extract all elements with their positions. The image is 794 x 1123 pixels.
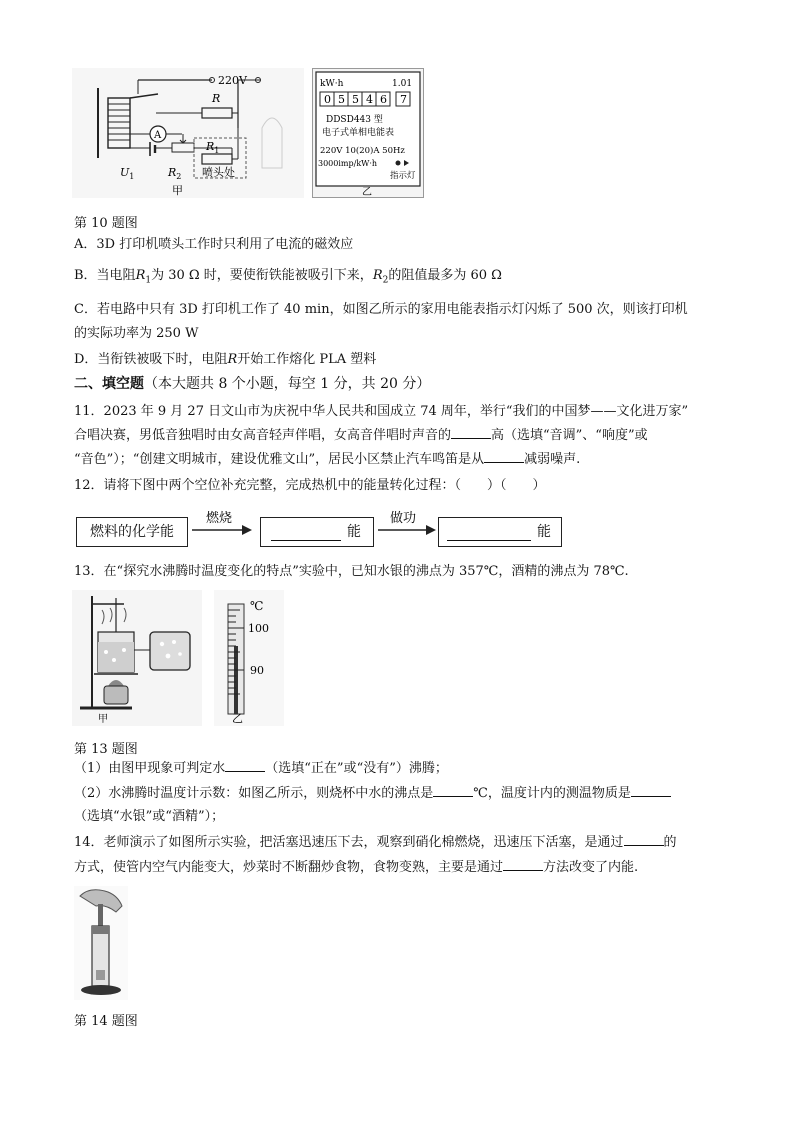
q13-blank-3[interactable] xyxy=(631,784,671,797)
q14-line1: 14．老师演示了如图所示实验，把活塞迅速压下去，观察到硝化棉燃烧，迅速压下活塞，是通过 的 xyxy=(74,835,677,850)
fig-R1-sub: 1 xyxy=(214,146,220,155)
fig-10b-label: 乙 xyxy=(362,187,372,198)
q14-line2: 方式，使管内空气内能变大，炒菜时不断翻炒食物，食物变熟，主要是通过 方法改变了内能. xyxy=(74,860,639,875)
q12-text: 12．请将下图中两个空位补充完整，完成热机中的能量转化过程：（ ）（ ） xyxy=(74,478,546,493)
meter-digit: 5 xyxy=(352,93,359,106)
fig-R2-label: R xyxy=(168,166,177,179)
figure-13a-boiling-apparatus xyxy=(72,590,202,726)
q10-option-a: A．3D 打印机喷头工作时只利用了电流的磁效应 xyxy=(74,237,354,252)
q12-box-3-blank[interactable] xyxy=(447,524,531,541)
q14-blank-2[interactable] xyxy=(503,858,543,871)
figure-14-air-compression-cylinder xyxy=(74,886,128,1000)
q13-blank-1[interactable] xyxy=(225,759,265,772)
fig-13b-label: 乙 xyxy=(232,712,243,725)
q10-option-d: D．当衔铁被吸下时，电阻R开始工作熔化 PLA 塑料 xyxy=(74,352,377,367)
fig-R2-sub: 2 xyxy=(176,172,182,181)
q12-arrow-burn-label: 燃烧 xyxy=(206,511,233,526)
q13-text: 13．在“探究水沸腾时温度变化的特点”实验中，已知水银的沸点为 357℃，酒精的沸点为 78℃. xyxy=(74,564,629,579)
fig-10a-label: 甲 xyxy=(172,184,183,197)
fig-13a-label: 甲 xyxy=(98,714,108,725)
q10-option-c-line2: 的实际功率为 250 W xyxy=(74,326,199,341)
fig-nozzle-label: 喷头处 xyxy=(202,166,235,179)
figure-10a-circuit xyxy=(72,68,304,198)
therm-unit: ℃ xyxy=(250,599,264,613)
q12-box-3: 能 xyxy=(438,517,562,547)
q11-blank-1[interactable] xyxy=(451,426,491,439)
q11-blank-2[interactable] xyxy=(484,450,524,463)
meter-decimal-digit: 7 xyxy=(400,93,407,106)
meter-digit: 5 xyxy=(338,93,345,106)
section2-note: （本大题共 8 个小题，每空 1 分，共 20 分） xyxy=(144,376,431,392)
meter-digit: 6 xyxy=(380,93,387,106)
meter-indicator-label: 指示灯 xyxy=(390,171,416,181)
meter-indicator-icon xyxy=(396,161,401,166)
q14-blank-1[interactable] xyxy=(624,833,664,846)
q12-arrow-burn xyxy=(190,506,260,546)
q12-arrow-work xyxy=(376,506,446,546)
therm-tick-100: 100 xyxy=(248,622,269,635)
q12-box-chemical: 燃料的化学能 xyxy=(76,517,188,547)
meter-unit: kW·h xyxy=(320,79,344,89)
meter-imp: 3000imp/kW·h xyxy=(318,159,378,168)
meter-spec: 220V 10(20)A 50Hz xyxy=(320,146,405,156)
meter-model: DDSD443 型 xyxy=(326,115,383,125)
meter-name: 电子式单相电能表 xyxy=(322,128,395,138)
therm-tick-90: 90 xyxy=(250,664,264,677)
fig-14-caption: 第 14 题图 xyxy=(74,1014,138,1029)
q10-option-b: B．当电阻$R_1$为 30 Ω 时，要使衔铁能被吸引下来，$R_2$的阻值最多为 60 Ω xyxy=(74,268,502,286)
q13-sub2-hint: （选填“水银”或“酒精”）； xyxy=(74,809,225,824)
fig-13-caption: 第 13 题图 xyxy=(74,742,138,757)
q13-sub2: （2）水沸腾时温度计示数：如图乙所示，则烧杯中水的沸点是 ℃，温度计内的测温物质是 xyxy=(74,784,671,804)
meter-digit: 4 xyxy=(366,93,373,106)
meter-version: 1.01 xyxy=(392,79,413,89)
fig-10-caption: 第 10 题图 xyxy=(74,216,138,231)
figure-13b-thermometer xyxy=(214,590,284,726)
q12-box-2-blank[interactable] xyxy=(271,524,341,541)
q11-line2: 合唱决赛，男低音独唱时由女高音轻声伴唱，女高音伴唱时声音的 高（选填“音调”、“响度”或 xyxy=(74,428,648,443)
fig-R-label: R xyxy=(212,92,221,105)
fig-ammeter-label: A xyxy=(154,130,162,141)
q11-line1: 11．2023 年 9 月 27 日文山市为庆祝中华人民共和国成立 74 周年，举行“我们的中国梦——文化进万家” xyxy=(74,404,689,419)
fig-U1-label: U xyxy=(120,166,130,179)
q13-sub1: （1）由图甲现象可判定水 （选填“正在”或“没有”）沸腾； xyxy=(74,761,448,776)
fig-R1-label: R xyxy=(206,140,215,153)
fig-voltage-label: 220V xyxy=(218,74,247,87)
q12-box-2: 能 xyxy=(260,517,374,547)
q11-line3: “音色”）；“创建文明城市，建设优雅文山”，居民小区禁止汽车鸣笛是从 减弱噪声. xyxy=(74,452,581,467)
q10-option-c-line1: C．若电路中只有 3D 打印机工作了 40 min，如图乙所示的家用电能表指示灯闪烁了 500 次，则该打印机 xyxy=(74,302,688,317)
q12-arrow-work-label: 做功 xyxy=(390,511,417,526)
section2-title: 二、填空题 xyxy=(74,376,144,392)
meter-digit: 0 xyxy=(324,93,331,106)
fig-U1-sub: 1 xyxy=(129,172,135,181)
q13-blank-2[interactable] xyxy=(433,784,473,797)
figure-10b-energy-meter xyxy=(312,68,424,198)
section2-heading xyxy=(74,374,430,394)
